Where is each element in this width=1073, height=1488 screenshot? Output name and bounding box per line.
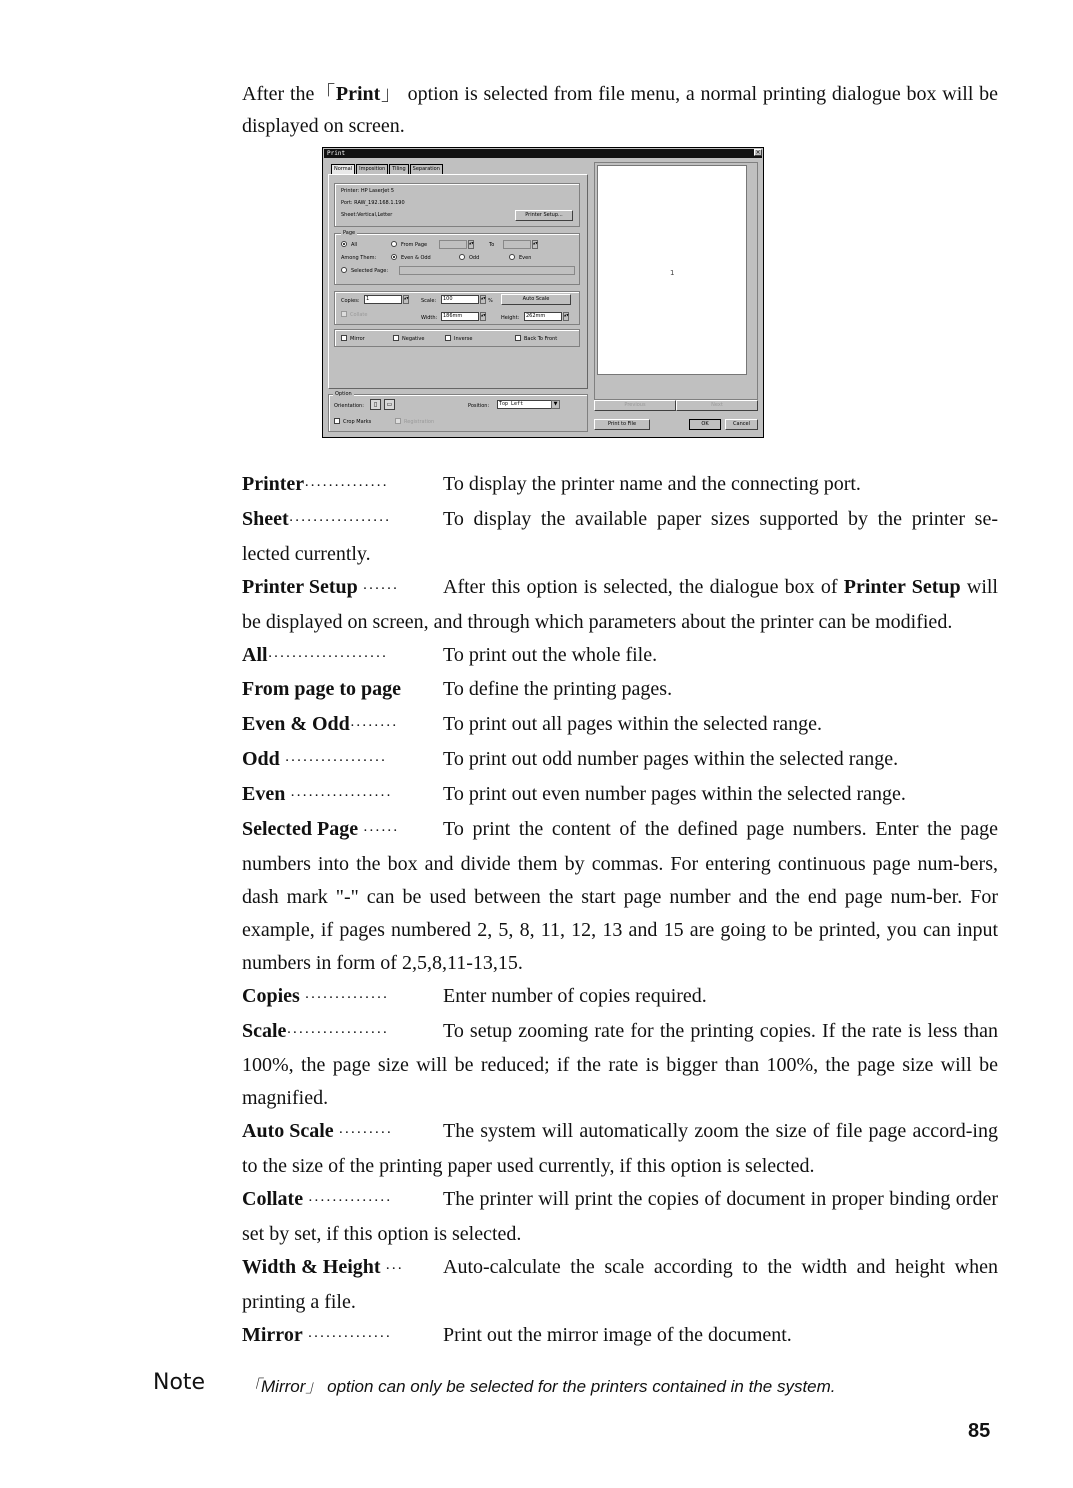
height-spinner[interactable]: ▲▼ [563, 312, 569, 321]
mirror-label: Mirror [350, 336, 365, 342]
entry-text-bold: Printer Setup [843, 575, 961, 598]
entry-dots: ················· [279, 753, 387, 770]
entry-term: Even & Odd [242, 713, 350, 736]
entry-term: Odd [242, 748, 280, 771]
tab-normal[interactable]: Normal [331, 164, 355, 174]
entry-dots: ·············· [303, 1193, 392, 1210]
entry-even [242, 778, 998, 813]
note-open-bracket: 「 [244, 1377, 261, 1396]
copies-spinner[interactable]: ▲▼ [403, 295, 409, 304]
from-page-field[interactable] [439, 240, 467, 249]
entry-term: Selected Page [242, 818, 359, 841]
note-body: option can only be selected for the printers contained in the system. [322, 1377, 836, 1396]
negative-checkbox[interactable] [393, 335, 399, 341]
entry-dots: ···················· [267, 648, 388, 665]
dialog-tabs [331, 164, 444, 174]
dialog-title: Print [327, 150, 346, 157]
entry-selected-page [242, 813, 998, 980]
entry-text: Auto-calculate the scale according to the width and height when printing a file. [242, 1255, 998, 1313]
width-spinner[interactable]: ▲▼ [480, 312, 486, 321]
tab-panel [328, 174, 588, 389]
entry-term: Even [242, 783, 286, 806]
auto-scale-button[interactable]: Auto Scale [501, 294, 571, 305]
entry-text: The system will automatically zoom the size of file page accord-ing to the size of the printing paper used currently, if this option is selected. [242, 1120, 998, 1178]
next-button[interactable]: Next [676, 400, 758, 411]
height-label: Height: [501, 315, 520, 321]
entry-text: To setup zooming rate for the printing copies. If the rate is less than 100%, the page size will be reduced; if the rate is bigger than 100%, the page size will be magnified. [242, 1019, 998, 1110]
landscape-orientation-icon[interactable]: ▭ [384, 399, 395, 410]
even-odd-radio[interactable] [391, 254, 397, 260]
intro-after: option is selected from file menu, a normal printing dialogue box will be displayed on screen. [242, 83, 999, 137]
entry-sheet [242, 503, 998, 571]
back-to-front-label: Back To Front [524, 336, 558, 342]
percent-label: % [488, 298, 493, 304]
back-to-front-checkbox[interactable] [515, 335, 521, 341]
entry-dots: ··· [380, 1260, 404, 1277]
all-label: All [351, 242, 358, 248]
entry-scale [242, 1015, 998, 1116]
entry-term: Copies [242, 984, 300, 1007]
width-label: Width: [421, 315, 438, 321]
entry-copies [242, 980, 998, 1015]
entry-dots: ······ [357, 580, 399, 597]
from-page-spinner[interactable]: ▲▼ [468, 240, 474, 249]
page-preview [594, 162, 758, 400]
entry-term: Printer Setup [242, 575, 358, 598]
width-field[interactable]: 186mm [441, 312, 479, 321]
entry-text-after: will be displayed on screen, and through which parameters about the printer can be modified. [242, 575, 998, 633]
entry-collate [242, 1183, 998, 1251]
selected-page-radio[interactable] [341, 267, 347, 273]
entry-all [242, 639, 998, 674]
even-odd-label: Even & Odd [401, 255, 431, 261]
print-to-file-button[interactable]: Print to File [594, 419, 650, 430]
chevron-down-icon[interactable]: ▼ [551, 400, 560, 409]
height-field[interactable]: 262mm [524, 312, 562, 321]
tab-tiling[interactable]: Tiling [389, 164, 408, 174]
entry-dots: ·············· [304, 478, 389, 494]
entry-dots: ·············· [302, 1328, 392, 1345]
all-radio[interactable] [341, 241, 347, 247]
entry-even-odd [242, 708, 998, 743]
negative-label: Negative [402, 336, 425, 342]
scale-label: Scale: [421, 298, 437, 304]
option-group-label: Option [335, 391, 352, 397]
position-label: Position: [468, 403, 490, 409]
printer-setup-button[interactable]: Printer Setup... [515, 210, 573, 221]
ok-button[interactable]: OK [689, 419, 721, 430]
printer-line: Printer: HP LaserJet 5 [341, 188, 395, 194]
entry-term: Width & Height [242, 1255, 381, 1278]
intro-keyword: Print [335, 83, 381, 105]
entry-mirror [242, 1319, 998, 1354]
note-close-bracket: 」 [305, 1377, 323, 1396]
preview-page-number: 1 [670, 269, 675, 277]
sheet-line: Sheet:Vertical,Letter [341, 212, 393, 218]
entry-text: To display the printer name and the connecting port. [443, 473, 861, 495]
intro-open-bracket: 「 [314, 83, 336, 105]
among-them-label: Among Them: [341, 255, 377, 261]
odd-radio[interactable] [459, 254, 465, 260]
to-page-field[interactable] [503, 240, 531, 249]
entry-dots: ········· [333, 1125, 393, 1142]
entry-auto-scale [242, 1115, 998, 1183]
tab-separation[interactable]: Separation [410, 164, 443, 174]
collate-label: Collate [350, 312, 368, 318]
entry-term: Auto Scale [242, 1120, 334, 1143]
page-number: 85 [968, 1420, 991, 1442]
entry-odd [242, 743, 998, 778]
definition-list [242, 468, 998, 1354]
entry-term: Scale [242, 1019, 287, 1042]
entry-dots: ······ [358, 823, 399, 840]
registration-label: Registration [404, 419, 435, 425]
entry-printer-setup [242, 571, 998, 639]
entry-text-before: After this option is selected, the dialogue box of [443, 575, 844, 598]
crop-marks-checkbox[interactable] [334, 418, 340, 424]
close-icon[interactable]: × [755, 149, 761, 156]
cancel-button[interactable]: Cancel [725, 419, 758, 430]
inverse-label: Inverse [454, 336, 473, 342]
to-page-spinner[interactable]: ▲▼ [532, 240, 538, 249]
from-page-radio[interactable] [391, 241, 397, 247]
entry-text: To print out even number pages within the selected range. [443, 783, 906, 806]
selected-page-field[interactable] [399, 266, 575, 275]
entry-term: From page to page [242, 678, 402, 701]
position-select[interactable]: Top Left [497, 400, 553, 409]
print-dialog [322, 147, 764, 438]
note-keyword: Mirror [261, 1377, 306, 1396]
entry-term: Collate [242, 1188, 304, 1211]
from-page-label: From Page [401, 242, 428, 248]
note-text [244, 1372, 836, 1397]
note-label: Note [153, 1370, 206, 1395]
entry-text: To print out odd number pages within the selected range. [443, 748, 899, 771]
registration-checkbox[interactable] [395, 418, 401, 424]
entry-text: To define the printing pages. [443, 678, 673, 701]
entry-term: All [242, 643, 268, 666]
entry-term: Sheet [242, 507, 289, 530]
even-label: Even [519, 255, 532, 261]
entry-dots: ·············· [299, 989, 389, 1006]
preview-sheet [597, 165, 747, 375]
entry-text: To print the content of the defined page numbers. Enter the page numbers into the box and divide them by commas. For entering continuous page num-bers, dash mark "-" can be used between the start page number and the end page num-ber. For example, if pages numbered 2, 5, 8, 11, 12, 13 and 15 are going to be printed, you can input numbers in form of 2,5,8,11-13,15. [242, 818, 998, 974]
copies-label: Copies: [341, 298, 360, 304]
entry-text: To display the available paper sizes supported by the printer se-lected currently. [242, 507, 998, 565]
collate-checkbox[interactable] [341, 311, 347, 317]
tab-imposition[interactable]: Imposition [356, 164, 388, 174]
entry-text: To print out all pages within the selected range. [443, 713, 823, 736]
entry-term: Printer [242, 473, 305, 495]
even-radio[interactable] [509, 254, 515, 260]
entry-printer [242, 468, 998, 503]
entry-text: To print out the whole file. [443, 643, 658, 666]
odd-label: Odd [469, 255, 480, 261]
selected-page-label: Selected Page: [351, 268, 389, 274]
inverse-checkbox[interactable] [445, 335, 451, 341]
mirror-checkbox[interactable] [341, 335, 347, 341]
port-line: Port: RAW_192.168.1.190 [341, 200, 405, 206]
intro-close-bracket: 」 [380, 83, 402, 105]
entry-text: Enter number of copies required. [443, 984, 707, 1007]
scale-spinner[interactable]: ▲▼ [480, 295, 486, 304]
entry-term: Mirror [242, 1323, 303, 1346]
copies-field[interactable]: 1 [364, 295, 402, 304]
portrait-orientation-icon[interactable]: ▯ [370, 399, 381, 410]
page-group-label: Page [343, 230, 356, 236]
entry-dots: ········ [349, 718, 398, 735]
scale-field[interactable]: 100 [441, 295, 479, 304]
entry-dots: ················· [288, 512, 391, 529]
entry-from-page-to-page [242, 673, 998, 708]
entry-dots: ················· [286, 1024, 389, 1041]
entry-width-height [242, 1251, 998, 1319]
entry-text: The printer will print the copies of document in proper binding order set by set, if this option is selected. [242, 1188, 998, 1245]
dialog-title-bar [324, 149, 762, 158]
orientation-label: Orientation: [334, 403, 364, 409]
intro-before: After the [242, 83, 315, 105]
to-label: To [489, 242, 495, 248]
intro-paragraph [242, 78, 998, 142]
entry-text: Print out the mirror image of the document. [443, 1323, 792, 1346]
crop-marks-label: Crop Marks [343, 419, 372, 425]
previous-button[interactable]: Previous [594, 400, 676, 411]
entry-dots: ················· [285, 788, 393, 805]
